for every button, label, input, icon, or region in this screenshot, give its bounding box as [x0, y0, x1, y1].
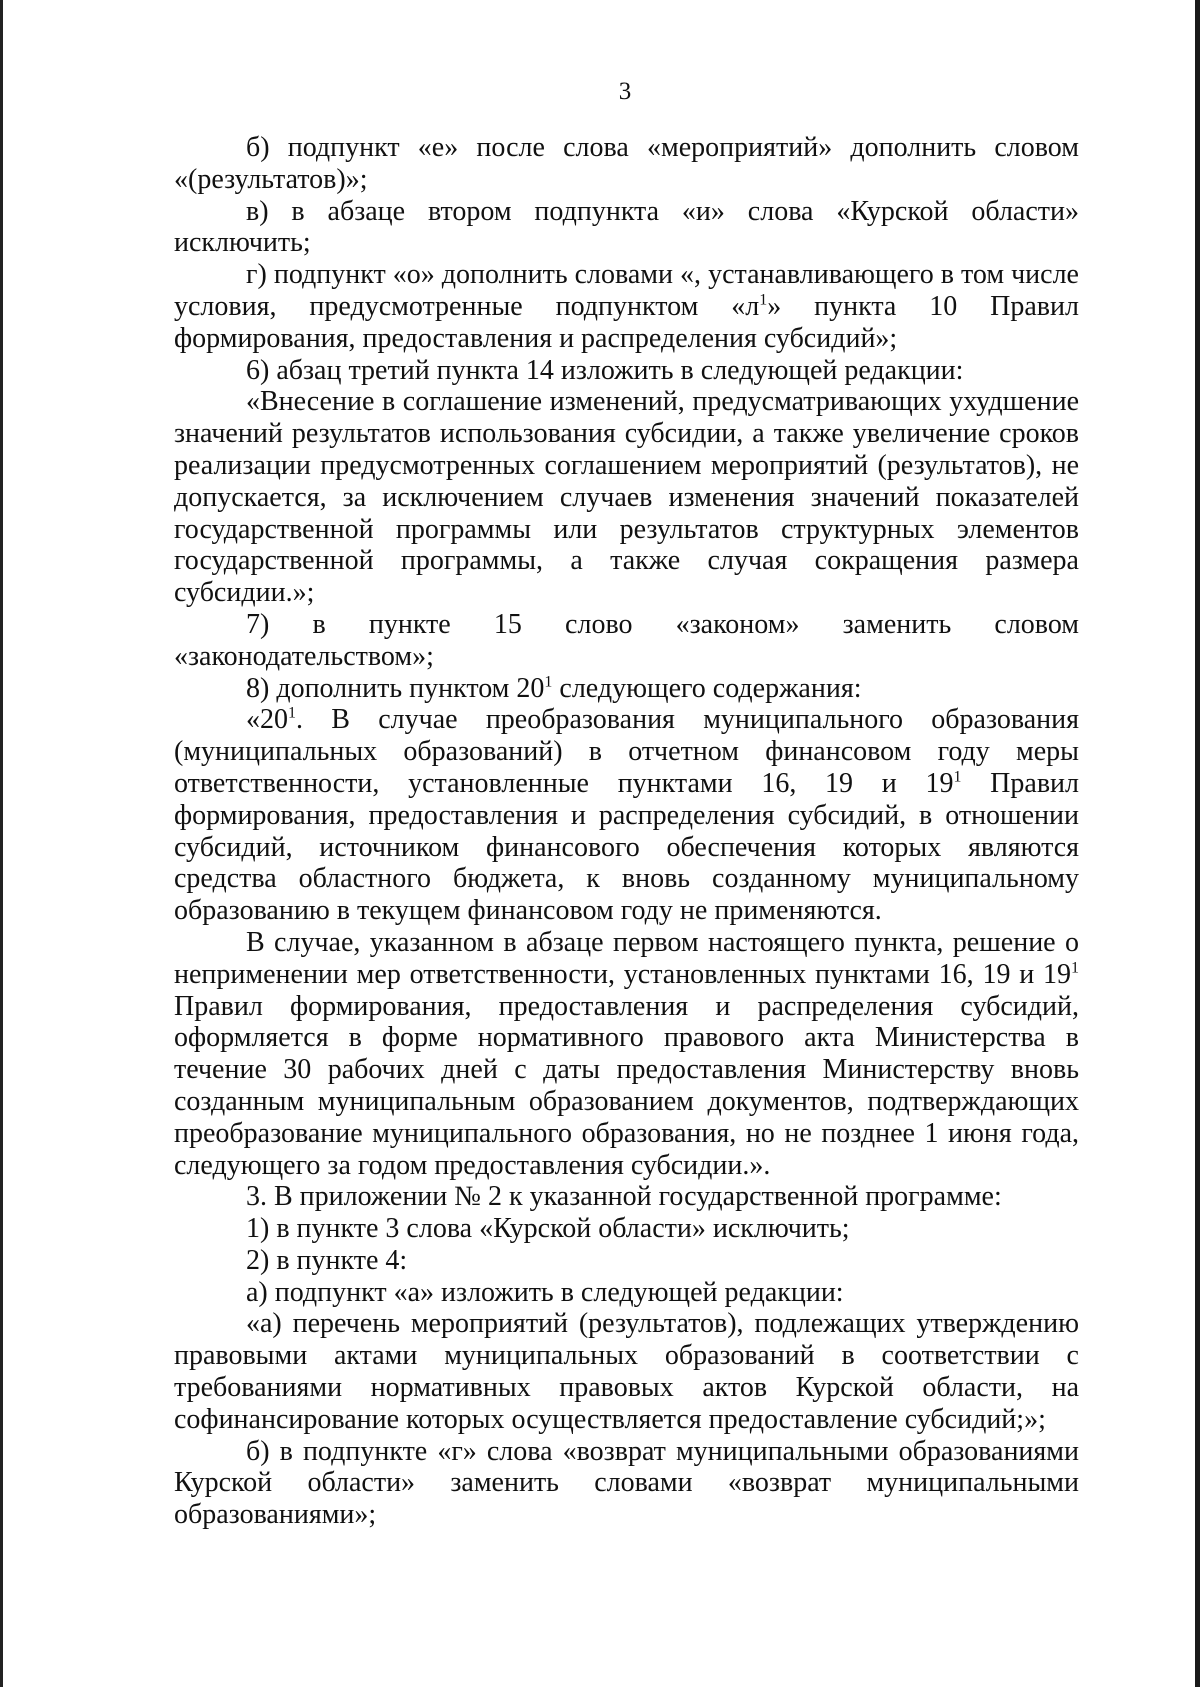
paragraph-8-add-point-20-1 — [174, 673, 1079, 705]
page-number: 3 — [618, 78, 632, 105]
text-part: » пункта 10 Правил формирования, предоставления и распределения субсидий»; — [174, 290, 1079, 354]
paragraph-v-subpoint-i: в) в абзаце втором подпункта «и» слова «Курской области» исключить; — [174, 195, 1079, 259]
paragraph-a-subpoint-a: а) подпункт «а» изложить в следующей редакции: — [246, 1276, 844, 1308]
text-part: Правил формирования, предоставления и распределения субсидий, в отношении субсидий, источником финансового обеспечения которых являются средства областного бюджета, к вновь созданному муниципальному образованию в текущем финансовом году не применяются. — [174, 767, 1080, 927]
paragraph-b-subpoint-e: б) подпункт «е» после слова «мероприятий» дополнить словом «(результатов)»; — [174, 132, 1079, 195]
paragraph-7-point-15: 7) в пункте 15 слово «законом» заменить словом «законодательством»; — [174, 608, 1079, 672]
superscript: 1 — [544, 673, 553, 691]
paragraph-6-point-14: 6) абзац третий пункта 14 изложить в следующей редакции: — [246, 354, 964, 386]
text-part: 8) дополнить пунктом 20 — [246, 672, 545, 704]
paragraph-g-subpoint-o — [174, 259, 1079, 354]
paragraph-b-subpoint-g: б) в подпункте «г» слова «возврат муниципальными образованиями Курской области» заменить словами «возврат муниципальными образованиями»; — [174, 1435, 1079, 1531]
text-part: . В случае преобразования муниципального образования (муниципальных образований) в отчетном финансовом году меры ответственности, установленные пунктами 16, 19 и 19 — [174, 704, 1079, 799]
text-part: г) подпункт «о» дополнить словами «, устанавливающего в том числе условия, предусмотренные подпунктом «л — [174, 259, 1079, 322]
superscript: 1 — [759, 291, 768, 309]
paragraph-quote-agreement-changes: «Внесение в соглашение изменений, предусматривающих ухудшение значений результатов использования субсидии, а также увеличение сроков реализации предусмотренных соглашением мероприятий (результатов), не допускается, за исключением случаев изменения значений показателей государственной программы или результатов структурных элементов государственной программы, а также случая сокращения размера субсидии.»; — [174, 386, 1079, 609]
text-part: «20 — [246, 704, 288, 736]
text-part: следующего содержания: — [552, 672, 862, 704]
paragraph-3-appendix-2: 3. В приложении № 2 к указанной государственной программе: — [246, 1181, 1002, 1213]
paragraph-non-application-decision — [174, 927, 1079, 1181]
text-part: В случае, указанном в абзаце первом настоящего пункта, решение о неприменении мер ответственности, установленных пунктами 16, 19 и 19 — [174, 926, 1079, 990]
scan-edge-right — [1195, 0, 1200, 1687]
document-body — [174, 132, 1079, 1531]
paragraph-1-point-3: 1) в пункте 3 слова «Курской области» исключить; — [246, 1213, 850, 1245]
paragraph-point-20-1-text — [174, 704, 1079, 927]
superscript: 1 — [288, 705, 296, 723]
superscript: 1 — [1071, 959, 1079, 977]
text-part: Правил формирования, предоставления и распределения субсидий, оформляется в форме нормативного правового акта Министерства в течение 30 рабочих дней с даты предоставления Министерству вновь созданным муниципальным образованием документов, подтверждающих преобразование муниципального образования, но не позднее 1 июня года, следующего за годом предоставления субсидии.». — [174, 990, 1079, 1181]
paragraph-quote-a-events-list: «а) перечень мероприятий (результатов), подлежащих утверждению правовыми актами муниципальных образований в соответствии с требованиями нормативных правовых актов Курской области, на софинансирование которых осуществляется предоставление субсидий;»; — [174, 1308, 1079, 1435]
scan-edge-left — [0, 0, 3, 1687]
superscript: 1 — [953, 768, 962, 786]
paragraph-2-point-4: 2) в пункте 4: — [246, 1244, 408, 1276]
